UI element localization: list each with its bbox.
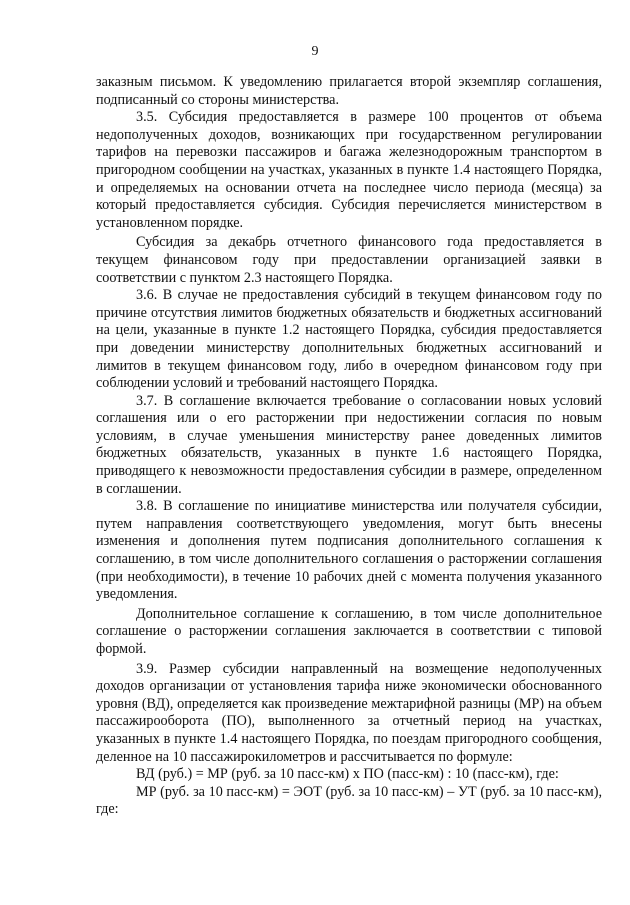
page-number: 9	[311, 44, 319, 59]
formula-mr: МР (руб. за 10 пасс-км) = ЭОТ (руб. за 10 пасс-км) – УТ (руб. за 10 пасс-км), где:	[96, 783, 602, 818]
paragraph-december-subsidy: Субсидия за декабрь отчетного финансового года предоставляется в текущем финансовом году при предоставлении организацией заявки в соответствии с пунктом 2.3 настоящего Порядка.	[96, 234, 602, 286]
paragraph-3-6: 3.6. В случае не предоставления субсидий в текущем финансовом году по причине отсутствия лимитов бюджетных обязательств и бюджетных ассигнований на цели, указанные в пункте 1.2 настоящего Порядка, субсидия предоставляется при доведении министерству дополнительных бюджетных ассигнований и лимитов в текущем финансовом году, либо в очередном финансовом году при соблюдении условий и требований настоящего Порядка.	[96, 287, 602, 392]
paragraph-3-7: 3.7. В соглашение включается требование о согласовании новых условий соглашения или о его расторжении при недостижении согласия по новым условиям, в случае уменьшения министерству ранее доведенных лимитов бюджетных обязательств, указанных в пункте 1.6 настоящего Порядка, приводящего к невозможности предоставления субсидии в размере, определенном в соглашении.	[96, 392, 602, 497]
paragraph-continuation: заказным письмом. К уведомлению прилагается второй экземпляр соглашения, подписанный со стороны министерства.	[96, 74, 602, 108]
document-body	[96, 74, 602, 819]
paragraph-3-5: 3.5. Субсидия предоставляется в размере 100 процентов от объема недополученных доходов, возникающих при государственном регулировании тарифов на перевозки пассажиров и багажа железнодорожным транспортом в пригородном сообщении на участках, указанных в пункте 1.4 настоящего Порядка, и определяемых на основании отчета на последнее число периода (месяца) за который предоставляется субсидия. Субсидия перечисляется министерством в установленном порядке.	[96, 109, 602, 231]
formula-vd: ВД (руб.) = МР (руб. за 10 пасс-км) х ПО (пасс-км) : 10 (пасс-км), где:	[136, 766, 559, 783]
paragraph-additional-agreement: Дополнительное соглашение к соглашению, в том числе дополнительное соглашение о расторжении соглашения заключается в соответствии с типовой формой.	[96, 605, 602, 657]
paragraph-3-8: 3.8. В соглашение по инициативе министерства или получателя субсидии, путем направления соответствующего уведомления, могут быть внесены изменения и дополнения путем подписания дополнительного соглашения к соглашению, в том числе дополнительного соглашения о расторжении соглашения (при необходимости), в течение 10 рабочих дней с момента получения указанного уведомления.	[96, 498, 602, 603]
paragraph-3-9: 3.9. Размер субсидии направленный на возмещение недополученных доходов организации от установления тарифа ниже экономически обоснованного уровня (ВД), определяется как произведение межтарифной разницы (МР) на объем пассажирооборота (ПО), выполненного за отчетный период на участках, указанных в пункте 1.4 настоящего Порядка, по поездам пригородного сообщения, деленное на 10 пассажирокилометров и рассчитывается по формуле:	[96, 660, 602, 765]
